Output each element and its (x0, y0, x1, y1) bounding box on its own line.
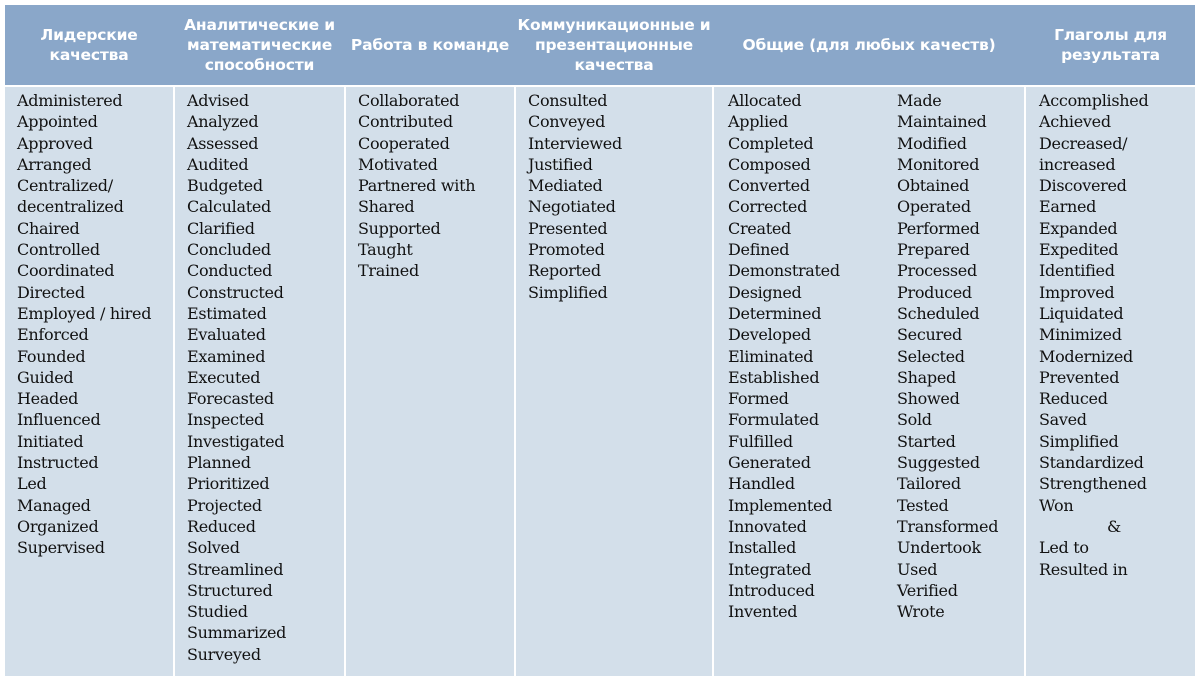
verb-item: Supported (358, 218, 441, 238)
verb-item: Chaired (17, 218, 80, 238)
verb-item: Undertook (897, 538, 981, 558)
verb-item: Calculated (187, 197, 271, 217)
verb-item: Created (728, 218, 791, 238)
verb-item: Demonstrated (728, 261, 840, 281)
header-teamwork-label: Работа в команде (350, 36, 510, 54)
verb-item: Structured (187, 580, 273, 600)
verb-item: Installed (728, 538, 797, 558)
verb-item: Concluded (187, 240, 271, 260)
verb-item: Conducted (187, 261, 273, 281)
verb-item: Earned (1039, 197, 1097, 217)
verb-item: Justified (528, 154, 593, 174)
column-divider (173, 87, 175, 676)
verb-item: Defined (728, 240, 790, 260)
verb-item: Formed (728, 389, 789, 409)
verb-item: Fulfilled (728, 431, 793, 451)
verb-item: Inspected (187, 410, 264, 430)
verb-item: Evaluated (187, 325, 266, 345)
verb-item: Prepared (897, 240, 970, 260)
verb-item: Directed (17, 282, 85, 302)
verb-item: Simplified (528, 282, 608, 302)
verb-item: Reduced (187, 516, 256, 536)
verb-item: Processed (897, 261, 977, 281)
verb-item: Shaped (897, 367, 956, 387)
verb-item: Prioritized (187, 474, 270, 494)
verb-item: Motivated (358, 154, 438, 174)
verb-item: Conveyed (528, 112, 606, 132)
verb-item: Arranged (17, 154, 92, 174)
verb-item: Advised (187, 91, 249, 110)
verb-item: decentralized (17, 197, 124, 217)
verb-item: Discovered (1039, 176, 1127, 196)
verb-item: Liquidated (1039, 303, 1124, 323)
verb-item: Produced (897, 282, 972, 302)
verb-item: Enforced (17, 325, 89, 345)
verb-item: Negotiated (528, 197, 616, 217)
verb-item: Tailored (897, 474, 961, 494)
verb-item: Allocated (728, 91, 802, 110)
verb-item: Strengthened (1039, 474, 1147, 494)
verb-item: increased (1039, 154, 1116, 174)
header-analytical (175, 5, 344, 85)
column-communication (528, 90, 622, 303)
verb-item: Identified (1039, 261, 1115, 281)
verb-item: Generated (728, 453, 811, 473)
column-leadership (17, 90, 151, 559)
verb-item: Determined (728, 303, 822, 323)
verb-item: Examined (187, 346, 266, 366)
verb-item: Composed (728, 154, 811, 174)
verb-item: Obtained (897, 176, 970, 196)
verb-item: Modernized (1039, 346, 1133, 366)
verb-item: Operated (897, 197, 971, 217)
verb-item: Presented (528, 218, 608, 238)
verb-item: Shared (358, 197, 415, 217)
verb-item: Reported (528, 261, 601, 281)
verb-item: Administered (17, 91, 123, 110)
verb-item: Scheduled (897, 303, 980, 323)
verb-item: Controlled (17, 240, 100, 260)
verb-item: Expanded (1039, 218, 1118, 238)
verb-item: Corrected (728, 197, 808, 217)
verb-item: Improved (1039, 282, 1115, 302)
header-teamwork (346, 5, 514, 85)
verb-item: Supervised (17, 538, 105, 558)
verbs-table (5, 5, 1195, 676)
verb-item: Led (17, 474, 47, 494)
verb-item: Suggested (897, 453, 980, 473)
header-communication (516, 5, 712, 85)
verb-item: Formulated (728, 410, 819, 430)
header-general-label: Общие (для любых качеств) (742, 36, 996, 54)
verb-item: Forecasted (187, 389, 274, 409)
verb-item: Guided (17, 367, 74, 387)
verb-item: Organized (17, 516, 99, 536)
verb-item: Streamlined (187, 559, 284, 579)
verb-item: Studied (187, 602, 248, 622)
verb-item: Saved (1039, 410, 1087, 430)
verb-item: Invented (728, 602, 798, 622)
verb-item: Led to (1039, 538, 1089, 558)
verb-item: Budgeted (187, 176, 263, 196)
header-analytical-label: Аналитические и математические способности (184, 16, 335, 74)
verb-item: Prevented (1039, 367, 1120, 387)
verb-item: Applied (728, 112, 788, 132)
verb-item: Constructed (187, 282, 284, 302)
verb-item: Achieved (1039, 112, 1111, 132)
verb-item: Started (897, 431, 956, 451)
verb-item: Centralized/ (17, 176, 113, 196)
verb-item: Collaborated (358, 91, 460, 110)
verb-item: Coordinated (17, 261, 115, 281)
verb-item: Expedited (1039, 240, 1119, 260)
verb-item: Simplified (1039, 431, 1119, 451)
column-analytical (187, 90, 286, 665)
header-results (1026, 5, 1195, 85)
verb-item: Initiated (17, 431, 84, 451)
header-general (714, 5, 1024, 85)
verb-item: Wrote (897, 602, 945, 622)
verb-item: Reduced (1039, 389, 1108, 409)
verb-item: Converted (728, 176, 810, 196)
verb-item: Assessed (187, 133, 259, 153)
header-communication-label: Коммуникационные и презентационные качества (517, 16, 711, 74)
column-divider (712, 87, 714, 676)
verb-item: Projected (187, 495, 262, 515)
verb-item: Audited (187, 154, 249, 174)
verb-item: Headed (17, 389, 79, 409)
verb-item: Used (897, 559, 938, 579)
verb-item: Summarized (187, 623, 287, 643)
column-divider (514, 87, 516, 676)
verb-item: Completed (728, 133, 814, 153)
column-divider (344, 87, 346, 676)
verb-item: Solved (187, 538, 240, 558)
verb-item: Introduced (728, 580, 815, 600)
verb-item: Handled (728, 474, 795, 494)
verb-item: Appointed (17, 112, 98, 132)
verb-item: Estimated (187, 303, 267, 323)
column-teamwork (358, 90, 475, 282)
verb-item: Executed (187, 367, 261, 387)
verb-item: Established (728, 367, 820, 387)
verb-item: Instructed (17, 453, 99, 473)
verb-item: Sold (897, 410, 932, 430)
verb-item: Analyzed (187, 112, 259, 132)
header-results-label: Глаголы для результата (1054, 26, 1167, 64)
verb-item: Selected (897, 346, 965, 366)
verb-item: Transformed (897, 516, 999, 536)
verb-item: Investigated (187, 431, 285, 451)
verb-item: Contributed (358, 112, 453, 132)
header-leadership (5, 5, 173, 85)
verb-item: Mediated (528, 176, 603, 196)
verb-item: Verified (897, 580, 958, 600)
verb-item: Founded (17, 346, 86, 366)
verb-item: Resulted in (1039, 559, 1128, 579)
verb-item: Modified (897, 133, 967, 153)
header-leadership-label: Лидерские качества (40, 26, 138, 64)
verb-item: Performed (897, 218, 980, 238)
verb-item: Trained (358, 261, 419, 281)
verb-item: Integrated (728, 559, 812, 579)
verb-item: Promoted (528, 240, 605, 260)
verb-item: Decreased/ (1039, 133, 1128, 153)
verb-item: Cooperated (358, 133, 450, 153)
verb-item: Consulted (528, 91, 608, 110)
verb-item: Standardized (1039, 453, 1144, 473)
verb-item: Won (1039, 495, 1074, 515)
verb-item: Innovated (728, 516, 807, 536)
verb-item: Taught (358, 240, 413, 260)
verb-item: Maintained (897, 112, 987, 132)
verb-item: Monitored (897, 154, 980, 174)
verb-item: Managed (17, 495, 91, 515)
verb-item: Accomplished (1039, 91, 1149, 110)
column-general-a (728, 90, 840, 622)
verb-item: & (1107, 516, 1121, 536)
verb-item: Partnered with (358, 176, 476, 196)
verb-item: Eliminated (728, 346, 814, 366)
verb-item: Interviewed (528, 133, 622, 153)
column-divider (1024, 87, 1026, 676)
column-results (1039, 90, 1148, 580)
verb-item: Implemented (728, 495, 833, 515)
column-general-b (897, 90, 998, 622)
verb-item: Clarified (187, 218, 255, 238)
verb-item: Secured (897, 325, 962, 345)
verb-item: Showed (897, 389, 960, 409)
verb-item: Influenced (17, 410, 101, 430)
verb-item: Designed (728, 282, 802, 302)
verb-item: Approved (17, 133, 93, 153)
verb-item: Developed (728, 325, 811, 345)
verb-item: Minimized (1039, 325, 1122, 345)
verb-item: Tested (897, 495, 949, 515)
verb-item: Planned (187, 453, 251, 473)
verb-item: Employed / hired (17, 303, 152, 323)
verb-item: Made (897, 91, 942, 110)
verb-item: Surveyed (187, 644, 261, 664)
